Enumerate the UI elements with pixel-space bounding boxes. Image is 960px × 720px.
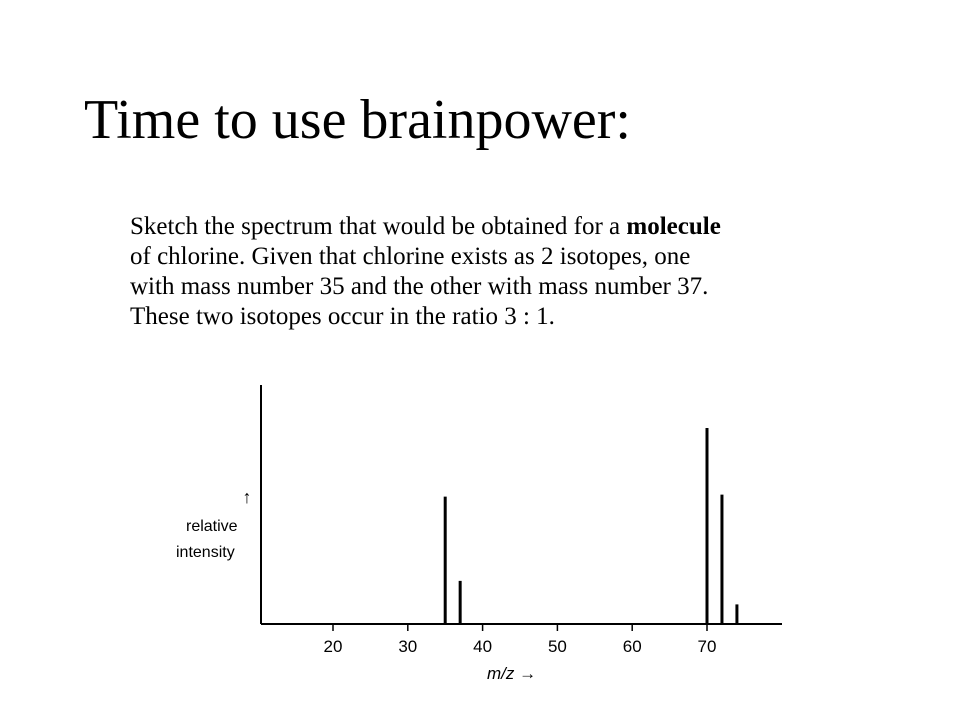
x-tick-label-20: 20 — [323, 637, 343, 656]
x-tick-label-50: 50 — [547, 637, 567, 656]
y-axis-arrow-label: ↑ — [242, 487, 252, 507]
emphasis-molecule: molecule — [626, 213, 721, 240]
question-line-4: These two isotopes occur in the ratio 3 : 1. — [130, 303, 555, 330]
x-axis-label: m/z → — [487, 664, 537, 683]
x-tick-label-70: 70 — [697, 637, 717, 656]
question-line-1-text: Sketch the spectrum that would be obtained for a — [130, 213, 627, 240]
question-line-2: of chlorine. Given that chlorine exists as 2 isotopes, one — [130, 243, 691, 270]
slide-title: Time to use brainpower: — [84, 89, 631, 151]
x-tick-label-60: 60 — [622, 637, 642, 656]
x-axis-ticks — [324, 624, 717, 656]
question-line-3: with mass number 35 and the other with mass number 37. — [130, 273, 709, 300]
x-tick-label-40: 40 — [473, 637, 493, 656]
y-axis-label-line-2: intensity — [176, 544, 235, 561]
spectrum-peaks — [445, 428, 737, 624]
y-axis-label-line-1: relative — [186, 518, 238, 535]
x-tick-label-30: 30 — [398, 637, 418, 656]
